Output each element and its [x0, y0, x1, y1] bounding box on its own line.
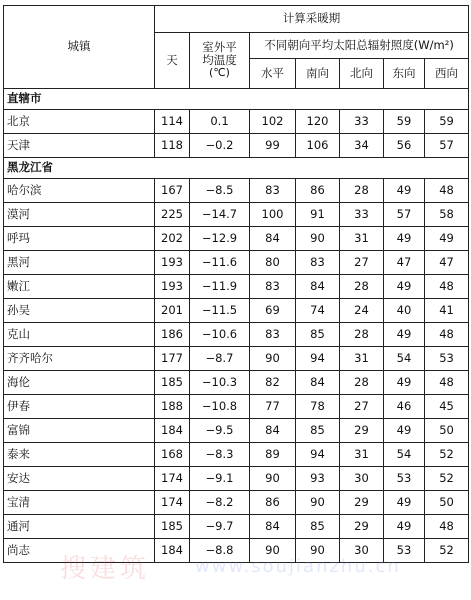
city-cell: 海伦: [4, 371, 155, 395]
city-cell: 伊春: [4, 395, 155, 419]
table-header: [4, 6, 469, 89]
horizontal-cell: 83: [250, 179, 296, 203]
south-cell: 90: [296, 227, 340, 251]
east-cell: 53: [384, 467, 425, 491]
south-cell: 85: [296, 323, 340, 347]
north-cell: 28: [340, 275, 384, 299]
city-cell: 宝清: [4, 491, 155, 515]
east-cell: 49: [384, 179, 425, 203]
east-cell: 56: [384, 134, 425, 158]
west-cell: 48: [425, 275, 469, 299]
horizontal-cell: 77: [250, 395, 296, 419]
days-cell: 184: [155, 419, 190, 443]
table-row: [4, 251, 469, 275]
days-cell: 174: [155, 491, 190, 515]
city-cell: 富锦: [4, 419, 155, 443]
north-cell: 31: [340, 347, 384, 371]
temperature-cell: −10.6: [190, 323, 250, 347]
east-cell: 46: [384, 395, 425, 419]
table-row: [4, 371, 469, 395]
east-cell: 49: [384, 515, 425, 539]
west-cell: 52: [425, 539, 469, 563]
north-cell: 27: [340, 251, 384, 275]
table-row: [4, 539, 469, 563]
temperature-cell: −8.2: [190, 491, 250, 515]
horizontal-cell: 90: [250, 347, 296, 371]
city-cell: 齐齐哈尔: [4, 347, 155, 371]
west-cell: 58: [425, 203, 469, 227]
south-cell: 91: [296, 203, 340, 227]
horizontal-cell: 86: [250, 491, 296, 515]
city-cell: 克山: [4, 323, 155, 347]
horizontal-cell: 90: [250, 467, 296, 491]
west-cell: 41: [425, 299, 469, 323]
horizontal-cell: 83: [250, 275, 296, 299]
table-row: [4, 419, 469, 443]
horizontal-cell: 90: [250, 539, 296, 563]
temperature-cell: −11.9: [190, 275, 250, 299]
south-cell: 93: [296, 467, 340, 491]
north-cell: 30: [340, 467, 384, 491]
west-cell: 52: [425, 467, 469, 491]
section-row: [4, 89, 469, 110]
south-cell: 74: [296, 299, 340, 323]
north-cell: 28: [340, 371, 384, 395]
east-cell: 49: [384, 275, 425, 299]
heating-period-table: [3, 5, 469, 563]
horizontal-cell: 89: [250, 443, 296, 467]
south-cell: 86: [296, 179, 340, 203]
radiation-header: 不同朝向平均太阳总辐射照度(W/m²): [250, 33, 469, 59]
table-row: [4, 110, 469, 134]
temperature-cell: −14.7: [190, 203, 250, 227]
horizontal-cell: 84: [250, 227, 296, 251]
temperature-cell: −8.8: [190, 539, 250, 563]
south-cell: 85: [296, 419, 340, 443]
temperature-cell: −8.7: [190, 347, 250, 371]
city-cell: 漠河: [4, 203, 155, 227]
west-cell: 50: [425, 491, 469, 515]
horizontal-cell: 84: [250, 515, 296, 539]
days-cell: 188: [155, 395, 190, 419]
north-cell: 29: [340, 491, 384, 515]
east-cell: 54: [384, 443, 425, 467]
west-cell: 48: [425, 323, 469, 347]
days-cell: 201: [155, 299, 190, 323]
north-cell: 29: [340, 515, 384, 539]
days-cell: 185: [155, 371, 190, 395]
horizontal-cell: 100: [250, 203, 296, 227]
north-cell: 33: [340, 110, 384, 134]
south-cell: 84: [296, 371, 340, 395]
west-cell: 50: [425, 419, 469, 443]
days-cell: 174: [155, 467, 190, 491]
west-cell: 52: [425, 443, 469, 467]
north-cell: 31: [340, 227, 384, 251]
days-column-header: 天: [155, 33, 190, 89]
temperature-cell: −8.5: [190, 179, 250, 203]
temperature-header-line-1: 室外平: [202, 39, 237, 54]
table-row: [4, 443, 469, 467]
west-cell: 57: [425, 134, 469, 158]
east-cell: 54: [384, 347, 425, 371]
north-cell: 24: [340, 299, 384, 323]
table-row: [4, 347, 469, 371]
city-cell: 安达: [4, 467, 155, 491]
temperature-cell: −9.1: [190, 467, 250, 491]
east-cell: 57: [384, 203, 425, 227]
horizontal-cell: 84: [250, 419, 296, 443]
temperature-cell: −0.2: [190, 134, 250, 158]
table-row: [4, 515, 469, 539]
table-row: [4, 275, 469, 299]
city-cell: 泰来: [4, 443, 155, 467]
table-body: [4, 89, 469, 563]
south-cell: 94: [296, 347, 340, 371]
south-cell: 106: [296, 134, 340, 158]
days-cell: 225: [155, 203, 190, 227]
east-cell: 53: [384, 539, 425, 563]
city-cell: 黑河: [4, 251, 155, 275]
days-cell: 185: [155, 515, 190, 539]
east-cell: 49: [384, 227, 425, 251]
direction-north-header: 北向: [340, 59, 384, 89]
east-cell: 40: [384, 299, 425, 323]
north-cell: 28: [340, 323, 384, 347]
horizontal-cell: 82: [250, 371, 296, 395]
horizontal-cell: 80: [250, 251, 296, 275]
city-cell: 孙吴: [4, 299, 155, 323]
west-cell: 45: [425, 395, 469, 419]
city-cell: 天津: [4, 134, 155, 158]
days-cell: 193: [155, 251, 190, 275]
north-cell: 27: [340, 395, 384, 419]
south-cell: 84: [296, 275, 340, 299]
city-cell: 尚志: [4, 539, 155, 563]
city-cell: 北京: [4, 110, 155, 134]
section-title: 黑龙江省: [4, 158, 469, 179]
south-cell: 90: [296, 539, 340, 563]
south-cell: 78: [296, 395, 340, 419]
east-cell: 59: [384, 110, 425, 134]
horizontal-cell: 99: [250, 134, 296, 158]
table-row: [4, 227, 469, 251]
city-cell: 呼玛: [4, 227, 155, 251]
temperature-column-header: [190, 33, 250, 89]
north-cell: 29: [340, 419, 384, 443]
horizontal-cell: 83: [250, 323, 296, 347]
heating-period-header: 计算采暖期: [155, 6, 469, 33]
horizontal-cell: 69: [250, 299, 296, 323]
temperature-cell: −11.5: [190, 299, 250, 323]
section-title: 直辖市: [4, 89, 469, 110]
temperature-cell: −12.9: [190, 227, 250, 251]
west-cell: 47: [425, 251, 469, 275]
watermark-url: www.soujianzhu.cn: [195, 556, 401, 577]
temperature-header-line-2: 均温度: [202, 53, 237, 68]
direction-east-header: 东向: [384, 59, 425, 89]
table-row: [4, 395, 469, 419]
table-row: [4, 467, 469, 491]
horizontal-cell: 102: [250, 110, 296, 134]
watermark-text: 搜建筑: [60, 554, 151, 584]
city-cell: 通河: [4, 515, 155, 539]
table-row: [4, 491, 469, 515]
north-cell: 28: [340, 179, 384, 203]
direction-south-header: 南向: [296, 59, 340, 89]
direction-horizontal-header: 水平: [250, 59, 296, 89]
table-row: [4, 203, 469, 227]
city-cell: 嫩江: [4, 275, 155, 299]
temperature-cell: 0.1: [190, 110, 250, 134]
days-cell: 167: [155, 179, 190, 203]
temperature-cell: −8.3: [190, 443, 250, 467]
east-cell: 49: [384, 419, 425, 443]
north-cell: 30: [340, 539, 384, 563]
east-cell: 49: [384, 491, 425, 515]
temperature-header-unit: (℃): [209, 66, 230, 80]
west-cell: 48: [425, 515, 469, 539]
east-cell: 47: [384, 251, 425, 275]
days-cell: 118: [155, 134, 190, 158]
east-cell: 49: [384, 323, 425, 347]
south-cell: 85: [296, 515, 340, 539]
south-cell: 94: [296, 443, 340, 467]
direction-west-header: 西向: [425, 59, 469, 89]
days-cell: 168: [155, 443, 190, 467]
south-cell: 120: [296, 110, 340, 134]
east-cell: 49: [384, 371, 425, 395]
days-cell: 184: [155, 539, 190, 563]
table-row: [4, 323, 469, 347]
days-cell: 193: [155, 275, 190, 299]
temperature-cell: −9.5: [190, 419, 250, 443]
south-cell: 83: [296, 251, 340, 275]
section-row: [4, 158, 469, 179]
west-cell: 48: [425, 179, 469, 203]
temperature-cell: −10.3: [190, 371, 250, 395]
north-cell: 33: [340, 203, 384, 227]
city-cell: 哈尔滨: [4, 179, 155, 203]
days-cell: 202: [155, 227, 190, 251]
north-cell: 31: [340, 443, 384, 467]
temperature-cell: −10.8: [190, 395, 250, 419]
west-cell: 53: [425, 347, 469, 371]
temperature-cell: −9.7: [190, 515, 250, 539]
north-cell: 34: [340, 134, 384, 158]
table-row: [4, 134, 469, 158]
temperature-cell: −11.6: [190, 251, 250, 275]
west-cell: 59: [425, 110, 469, 134]
south-cell: 90: [296, 491, 340, 515]
table-row: [4, 179, 469, 203]
days-cell: 114: [155, 110, 190, 134]
days-cell: 186: [155, 323, 190, 347]
city-column-header: 城镇: [4, 6, 155, 89]
west-cell: 49: [425, 227, 469, 251]
table-row: [4, 299, 469, 323]
days-cell: 177: [155, 347, 190, 371]
west-cell: 48: [425, 371, 469, 395]
